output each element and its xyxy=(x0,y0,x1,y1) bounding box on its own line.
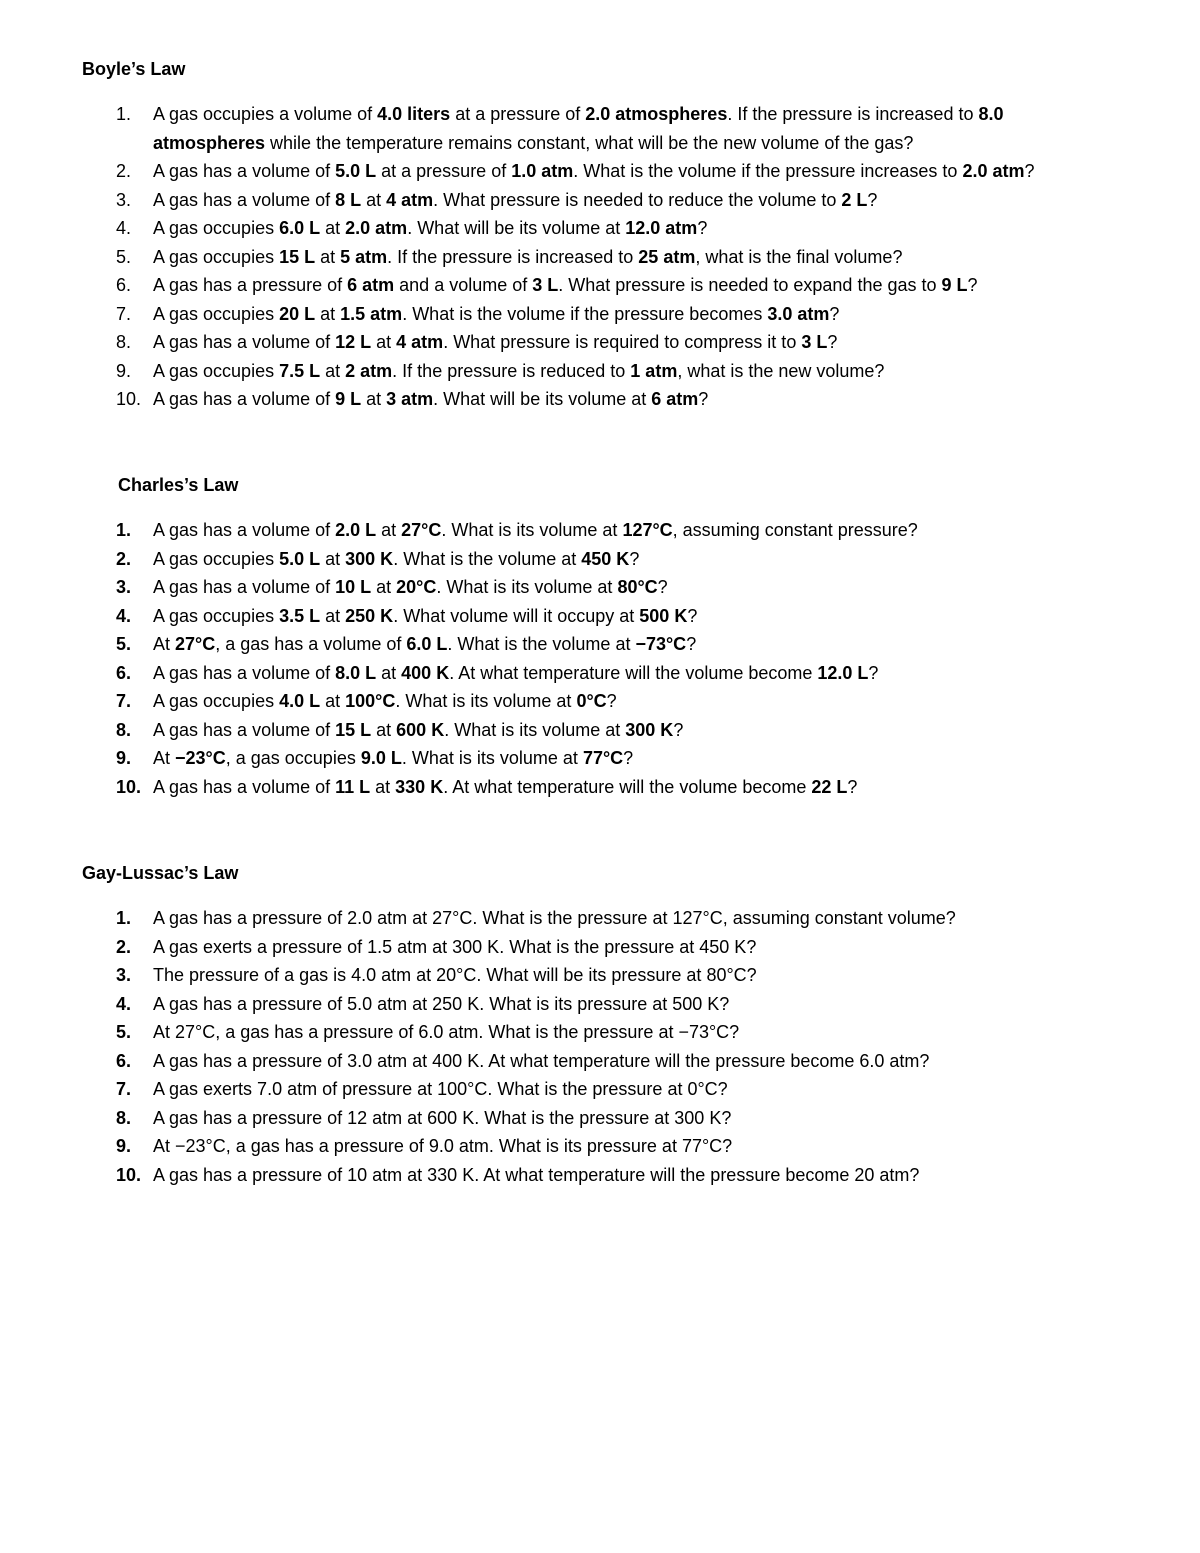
question-item xyxy=(0,716,1200,745)
emphasized-value: 2.0 atm xyxy=(345,218,408,238)
text-run: At xyxy=(153,748,176,768)
emphasized-value: 5.0 L xyxy=(279,548,321,569)
emphasized-value: 5 atm xyxy=(340,246,388,267)
question-text xyxy=(153,385,1093,414)
text-run: A gas occupies xyxy=(153,360,280,381)
text-run: , what is the new volume? xyxy=(677,360,885,381)
emphasized-value: 5.0 L xyxy=(335,161,377,181)
question-number: 4. xyxy=(116,993,132,1014)
question-number: 2. xyxy=(116,161,132,181)
question-line xyxy=(153,385,1093,414)
text-run: A gas exerts a pressure of 1.5 atm at 300 K. What is the pressure at 450 K? xyxy=(153,936,757,957)
question-number: 4. xyxy=(116,218,132,238)
text-run: ? xyxy=(827,332,838,352)
text-run: . What is its volume at xyxy=(401,748,583,768)
text-run: ? xyxy=(847,776,858,797)
question-item xyxy=(0,1132,1200,1161)
question-text xyxy=(153,328,1093,357)
text-run: at xyxy=(371,719,397,740)
question-text xyxy=(153,1075,1093,1104)
text-run: ? xyxy=(697,218,708,238)
emphasized-value: −73°C xyxy=(635,634,687,654)
text-run: ? xyxy=(867,189,878,210)
text-run: A gas exerts 7.0 atm of pressure at 100°C. What is the pressure at 0°C? xyxy=(153,1079,728,1099)
emphasized-value: 12.0 atm xyxy=(625,218,698,238)
section-heading: Gay-Lussac’s Law xyxy=(82,863,239,883)
question-text xyxy=(153,687,1093,716)
question-line xyxy=(153,602,1093,631)
question-item xyxy=(0,300,1200,329)
text-run: A gas has a volume of xyxy=(153,389,336,409)
emphasized-value: 27°C xyxy=(175,634,216,654)
emphasized-value: atmospheres xyxy=(153,132,266,153)
emphasized-value: 4.0 liters xyxy=(377,104,451,124)
question-number: 2. xyxy=(116,936,132,957)
question-text xyxy=(153,545,1093,574)
text-run: A gas occupies xyxy=(153,605,280,626)
text-run: A gas has a pressure of 3.0 atm at 400 K. At what temperature will the pressure become 6.0 atm? xyxy=(153,1050,930,1071)
emphasized-value: 2.0 atmospheres xyxy=(585,104,728,124)
text-run: at xyxy=(320,691,346,711)
text-run: A gas occupies xyxy=(153,246,280,267)
text-run: A gas occupies xyxy=(153,691,280,711)
text-run: A gas has a volume of xyxy=(153,520,336,540)
emphasized-value: 3 atm xyxy=(386,389,434,409)
text-run: . What is the volume if the pressure becomes xyxy=(402,303,768,324)
text-run: ? xyxy=(657,577,668,597)
question-text xyxy=(153,573,1093,602)
text-run: at xyxy=(320,360,346,381)
text-run: A gas has a volume of xyxy=(153,189,336,210)
emphasized-value: 6.0 L xyxy=(279,218,321,238)
question-line xyxy=(153,687,1093,716)
question-number: 3. xyxy=(116,965,132,985)
text-run: . What pressure is needed to expand the gas to xyxy=(558,275,942,295)
question-item xyxy=(0,933,1200,962)
text-run: ? xyxy=(623,748,634,768)
question-item xyxy=(0,385,1200,414)
question-number: 7. xyxy=(116,1079,132,1099)
question-line xyxy=(153,961,1093,990)
question-item xyxy=(0,904,1200,933)
text-run: A gas occupies xyxy=(153,303,280,324)
question-item xyxy=(0,602,1200,631)
question-number: 6. xyxy=(116,662,132,683)
text-run: . If the pressure is increased to xyxy=(727,104,979,124)
emphasized-value: 8.0 L xyxy=(335,662,377,683)
question-line xyxy=(153,773,1093,802)
question-text xyxy=(153,773,1093,802)
text-run: . What is its volume at xyxy=(436,577,618,597)
question-text xyxy=(153,300,1093,329)
emphasized-value: 2.0 atm xyxy=(962,161,1025,181)
question-line xyxy=(153,659,1093,688)
question-line xyxy=(153,328,1093,357)
emphasized-value: 7.5 L xyxy=(279,360,321,381)
text-run: A gas has a pressure of 5.0 atm at 250 K. What is its pressure at 500 K? xyxy=(153,993,730,1014)
question-number: 1. xyxy=(116,908,132,928)
emphasized-value: 6 atm xyxy=(651,389,699,409)
text-run: ? xyxy=(698,389,709,409)
text-run: at xyxy=(361,389,387,409)
question-line xyxy=(153,1161,1093,1190)
emphasized-value: 330 K xyxy=(395,776,444,797)
text-run: at xyxy=(315,246,341,267)
question-item xyxy=(0,961,1200,990)
emphasized-value: −23°C xyxy=(175,748,226,768)
question-item xyxy=(0,659,1200,688)
question-line xyxy=(153,1075,1093,1104)
question-text xyxy=(153,516,1093,545)
question-number: 10. xyxy=(116,1164,142,1185)
question-list xyxy=(0,904,1200,1189)
text-run: A gas has a volume of xyxy=(153,662,336,683)
question-line xyxy=(153,716,1093,745)
text-run: at xyxy=(320,605,346,626)
text-run: . What is the volume at xyxy=(393,548,582,569)
question-number: 6. xyxy=(116,1050,132,1071)
question-line xyxy=(153,186,1093,215)
emphasized-value: 4 atm xyxy=(386,189,434,210)
emphasized-value: 400 K xyxy=(401,662,450,683)
question-item xyxy=(0,357,1200,386)
emphasized-value: 3.0 atm xyxy=(767,303,830,324)
text-run: , a gas occupies xyxy=(225,748,361,768)
question-line xyxy=(153,300,1093,329)
question-number: 3. xyxy=(116,577,132,597)
question-number: 10. xyxy=(116,389,142,409)
question-item xyxy=(0,271,1200,300)
emphasized-value: 500 K xyxy=(639,605,688,626)
question-item xyxy=(0,186,1200,215)
question-text xyxy=(153,961,1093,990)
text-run: . What is the volume at xyxy=(447,634,636,654)
question-line xyxy=(153,516,1093,545)
text-run: A gas occupies a volume of xyxy=(153,104,378,124)
text-run: A gas has a volume of xyxy=(153,719,336,740)
text-run: ? xyxy=(829,303,840,324)
question-item xyxy=(0,100,1200,157)
question-number: 7. xyxy=(116,691,132,711)
emphasized-value: 8 L xyxy=(335,189,362,210)
emphasized-value: 300 K xyxy=(345,548,394,569)
question-number: 4. xyxy=(116,605,132,626)
question-line xyxy=(153,214,1093,243)
emphasized-value: 20°C xyxy=(396,577,437,597)
question-item xyxy=(0,1075,1200,1104)
question-number: 5. xyxy=(116,634,132,654)
question-number: 8. xyxy=(116,719,132,740)
text-run: . What is the volume if the pressure increases to xyxy=(573,161,963,181)
text-run: . What pressure is required to compress it to xyxy=(443,332,802,352)
question-item xyxy=(0,1161,1200,1190)
text-run: . What is its volume at xyxy=(441,520,623,540)
emphasized-value: 3 L xyxy=(801,332,828,352)
text-run: A gas occupies xyxy=(153,218,280,238)
question-text xyxy=(153,933,1093,962)
question-line xyxy=(153,1018,1093,1047)
emphasized-value: 4 atm xyxy=(396,332,444,352)
question-text xyxy=(153,271,1093,300)
question-number: 7. xyxy=(116,303,132,324)
section-heading: Boyle’s Law xyxy=(82,59,186,79)
emphasized-value: 8.0 xyxy=(978,104,1004,124)
question-item xyxy=(0,1104,1200,1133)
text-run: . What pressure is needed to reduce the volume to xyxy=(433,189,842,210)
question-text xyxy=(153,186,1093,215)
text-run: A gas has a volume of xyxy=(153,161,336,181)
emphasized-value: 80°C xyxy=(617,577,658,597)
emphasized-value: 300 K xyxy=(625,719,674,740)
emphasized-value: 250 K xyxy=(345,605,394,626)
emphasized-value: 22 L xyxy=(811,776,848,797)
emphasized-value: 77°C xyxy=(582,748,624,768)
text-run: while the temperature remains constant, what will be the new volume of the gas? xyxy=(265,132,914,153)
emphasized-value: 450 K xyxy=(581,548,630,569)
text-run: , a gas has a volume of xyxy=(215,634,407,654)
question-item xyxy=(0,157,1200,186)
emphasized-value: 25 atm xyxy=(638,246,696,267)
text-run: . What is its volume at xyxy=(444,719,626,740)
text-run: ? xyxy=(868,662,879,683)
text-run: at xyxy=(315,303,341,324)
question-line xyxy=(153,744,1093,773)
emphasized-value: 11 L xyxy=(335,776,371,797)
question-text xyxy=(153,716,1093,745)
question-text xyxy=(153,990,1093,1019)
text-run: The pressure of a gas is 4.0 atm at 20°C. What will be its pressure at 80°C? xyxy=(153,965,757,985)
emphasized-value: 12.0 L xyxy=(817,662,869,683)
emphasized-value: 1 atm xyxy=(630,360,678,381)
text-run: . At what temperature will the volume become xyxy=(443,776,812,797)
text-run: ? xyxy=(1024,161,1035,181)
question-text xyxy=(153,214,1093,243)
emphasized-value: 6 atm xyxy=(347,275,395,295)
text-run: ? xyxy=(686,634,697,654)
text-run: ? xyxy=(687,605,698,626)
text-run: A gas has a pressure of 10 atm at 330 K. At what temperature will the pressure become 20 atm? xyxy=(153,1164,920,1185)
question-text xyxy=(153,1018,1093,1047)
question-line xyxy=(153,990,1093,1019)
emphasized-value: 20 L xyxy=(279,303,316,324)
question-line xyxy=(153,357,1093,386)
emphasized-value: 6.0 L xyxy=(406,634,448,654)
text-run: A gas has a pressure of 2.0 atm at 27°C. What is the pressure at 127°C, assuming constant volume? xyxy=(153,908,956,928)
text-run: at a pressure of xyxy=(450,104,586,124)
question-item xyxy=(0,214,1200,243)
text-run: . What volume will it occupy at xyxy=(393,605,640,626)
emphasized-value: 100°C xyxy=(345,691,396,711)
text-run: . What will be its volume at xyxy=(407,218,626,238)
emphasized-value: 1.0 atm xyxy=(511,161,574,181)
question-item xyxy=(0,773,1200,802)
emphasized-value: 9.0 L xyxy=(360,748,402,768)
question-text xyxy=(153,602,1093,631)
question-line xyxy=(153,271,1093,300)
question-text xyxy=(153,1047,1093,1076)
question-number: 9. xyxy=(116,748,132,768)
text-run: . At what temperature will the volume become xyxy=(449,662,818,683)
text-run: ? xyxy=(629,548,640,569)
text-run: At 27°C, a gas has a pressure of 6.0 atm. What is the pressure at −73°C? xyxy=(153,1022,740,1042)
question-item xyxy=(0,573,1200,602)
emphasized-value: 127°C xyxy=(622,520,673,540)
emphasized-value: 27°C xyxy=(401,520,442,540)
text-run: At xyxy=(153,634,176,654)
question-line xyxy=(153,1132,1093,1161)
question-text xyxy=(153,157,1093,186)
question-item xyxy=(0,545,1200,574)
text-run: At −23°C, a gas has a pressure of 9.0 atm. What is its pressure at 77°C? xyxy=(153,1136,733,1156)
text-run: at a pressure of xyxy=(376,161,512,181)
emphasized-value: 12 L xyxy=(335,332,372,352)
question-text xyxy=(153,1161,1093,1190)
text-run: A gas occupies xyxy=(153,548,280,569)
emphasized-value: 2 L xyxy=(841,189,868,210)
text-run: A gas has a volume of xyxy=(153,776,336,797)
question-line xyxy=(153,243,1093,272)
question-text xyxy=(153,744,1093,773)
emphasized-value: 2 atm xyxy=(345,360,393,381)
question-item xyxy=(0,630,1200,659)
question-text xyxy=(153,243,1093,272)
emphasized-value: 15 L xyxy=(279,246,316,267)
text-run: . What will be its volume at xyxy=(433,389,652,409)
section-heading: Charles’s Law xyxy=(118,475,239,495)
emphasized-value: 0°C xyxy=(576,691,607,711)
text-run: at xyxy=(361,189,387,210)
text-run: at xyxy=(370,776,396,797)
question-text xyxy=(153,1132,1093,1161)
question-number: 1. xyxy=(116,104,132,124)
text-run: A gas has a pressure of xyxy=(153,275,348,295)
text-run: A gas has a volume of xyxy=(153,577,336,597)
question-list xyxy=(0,516,1200,801)
question-list xyxy=(0,100,1200,414)
text-run: ? xyxy=(967,275,978,295)
question-line xyxy=(153,157,1093,186)
question-number: 9. xyxy=(116,360,132,381)
text-run: ? xyxy=(673,719,684,740)
emphasized-value: 3 L xyxy=(532,275,559,295)
question-item xyxy=(0,328,1200,357)
question-line xyxy=(153,630,1093,659)
question-line xyxy=(153,129,1093,158)
question-line xyxy=(153,545,1093,574)
question-item xyxy=(0,516,1200,545)
question-line xyxy=(153,904,1093,933)
question-item xyxy=(0,1018,1200,1047)
question-line xyxy=(153,100,1093,129)
question-text xyxy=(153,630,1093,659)
emphasized-value: 3.5 L xyxy=(279,605,321,626)
question-item xyxy=(0,1047,1200,1076)
text-run: at xyxy=(376,520,402,540)
question-text xyxy=(153,357,1093,386)
text-run: ? xyxy=(606,691,617,711)
emphasized-value: 9 L xyxy=(941,275,968,295)
question-text xyxy=(153,659,1093,688)
question-line xyxy=(153,1047,1093,1076)
emphasized-value: 2.0 L xyxy=(335,520,377,540)
text-run: at xyxy=(376,662,402,683)
question-item xyxy=(0,990,1200,1019)
text-run: , what is the final volume? xyxy=(695,246,903,267)
text-run: at xyxy=(320,218,346,238)
text-run: . If the pressure is reduced to xyxy=(392,360,631,381)
emphasized-value: 9 L xyxy=(335,389,362,409)
emphasized-value: 600 K xyxy=(396,719,445,740)
text-run: . If the pressure is increased to xyxy=(387,246,639,267)
text-run: A gas has a volume of xyxy=(153,332,336,352)
emphasized-value: 4.0 L xyxy=(279,691,321,711)
question-number: 5. xyxy=(116,1022,132,1042)
question-number: 6. xyxy=(116,275,132,295)
text-run: and a volume of xyxy=(394,275,533,295)
emphasized-value: 10 L xyxy=(335,577,372,597)
text-run: A gas has a pressure of 12 atm at 600 K. What is the pressure at 300 K? xyxy=(153,1107,732,1128)
emphasized-value: 15 L xyxy=(335,719,372,740)
question-item xyxy=(0,243,1200,272)
question-line xyxy=(153,933,1093,962)
question-item xyxy=(0,744,1200,773)
emphasized-value: 1.5 atm xyxy=(340,303,403,324)
question-item xyxy=(0,687,1200,716)
text-run: at xyxy=(371,577,397,597)
text-run: , assuming constant pressure? xyxy=(672,520,918,540)
text-run: . What is its volume at xyxy=(395,691,577,711)
question-text xyxy=(153,1104,1093,1133)
question-number: 10. xyxy=(116,776,142,797)
question-number: 8. xyxy=(116,1107,132,1128)
question-line xyxy=(153,573,1093,602)
text-run: at xyxy=(371,332,397,352)
question-number: 9. xyxy=(116,1136,132,1156)
question-number: 3. xyxy=(116,189,132,210)
text-run: at xyxy=(320,548,346,569)
question-line xyxy=(153,1104,1093,1133)
question-text xyxy=(153,100,1093,157)
question-number: 8. xyxy=(116,332,132,352)
question-number: 1. xyxy=(116,520,132,540)
question-number: 5. xyxy=(116,246,132,267)
question-number: 2. xyxy=(116,548,132,569)
question-text xyxy=(153,904,1093,933)
